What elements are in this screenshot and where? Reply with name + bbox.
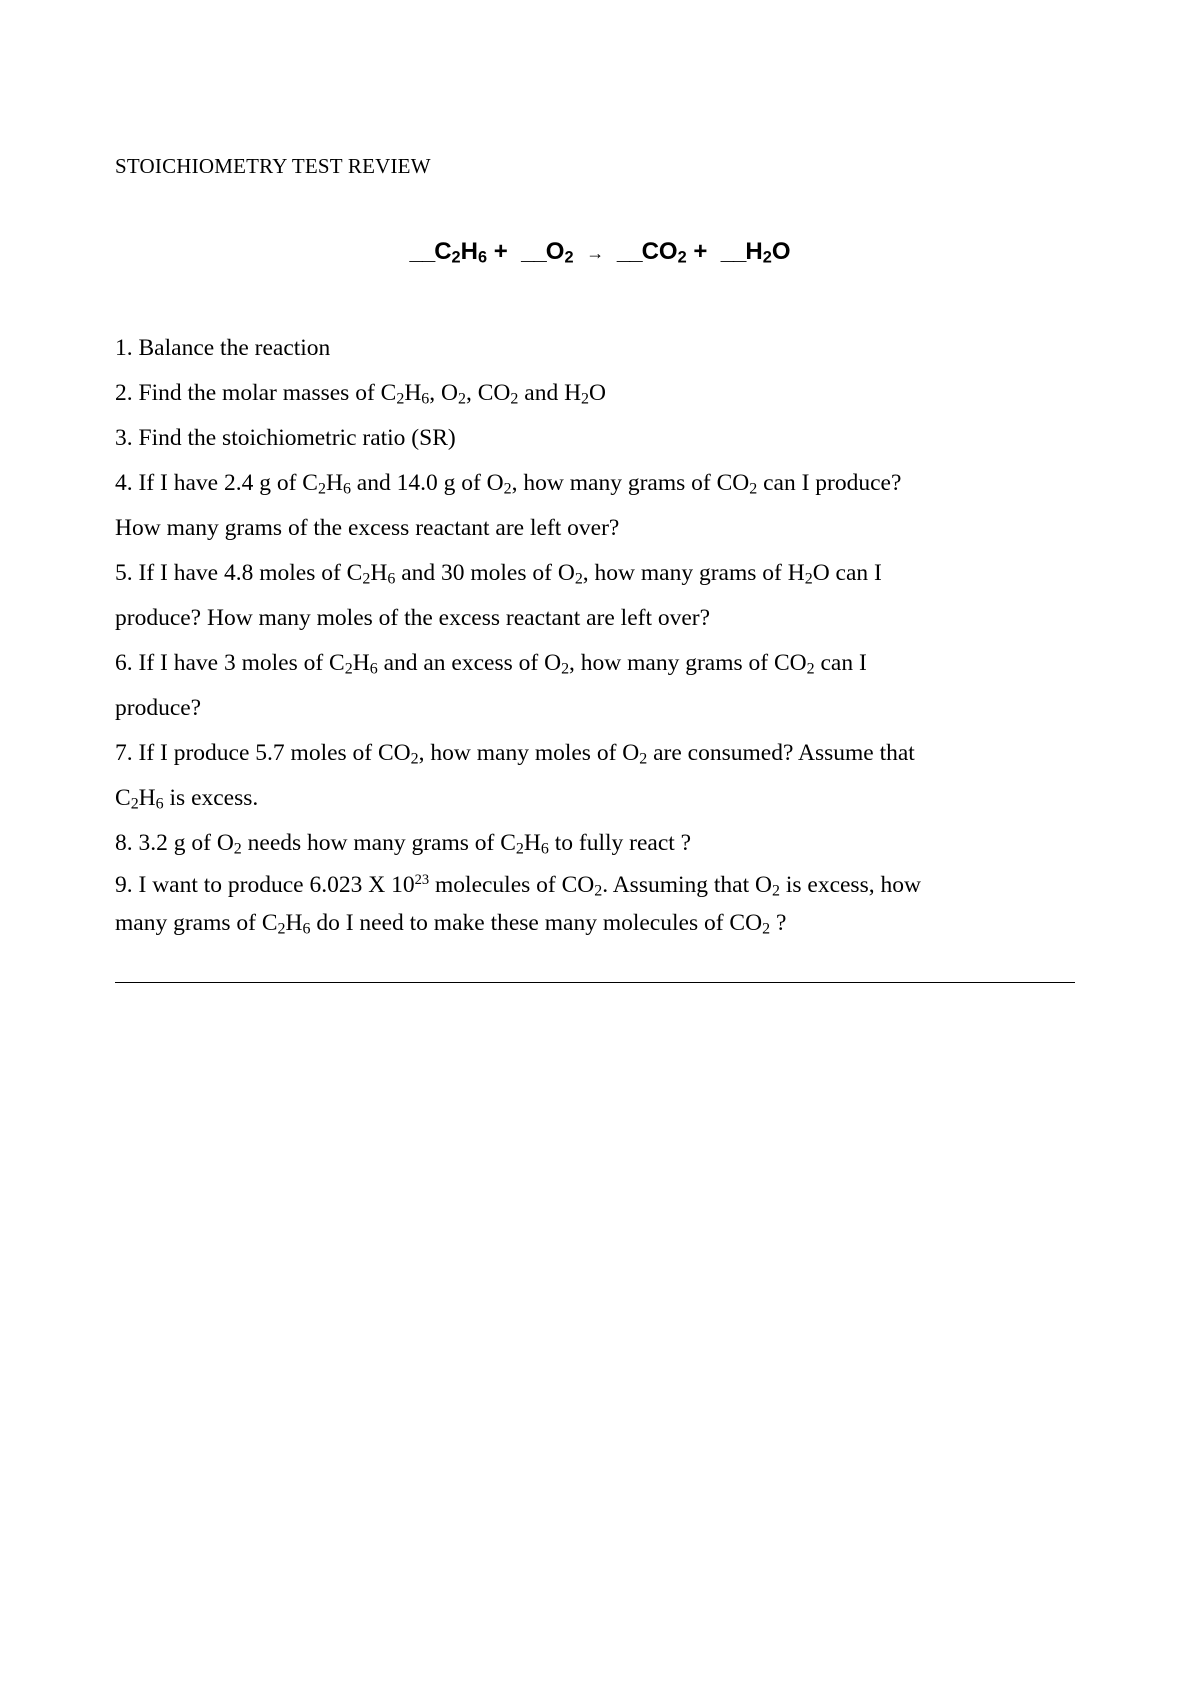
formula-part: O (545, 238, 565, 265)
subscript: 2 (515, 840, 524, 858)
question-4-continued (115, 506, 1105, 551)
question-text: , how many grams of H (582, 560, 805, 586)
coefficient-blank: __ (521, 238, 546, 265)
question-text: 4. If I have 2.4 g of C (115, 470, 318, 496)
formula-part: H (745, 238, 763, 265)
question-text: and an excess of O (377, 650, 562, 676)
formula-part: CO (641, 238, 678, 265)
question-text: C (115, 785, 131, 811)
question-text: 7. If I produce 5.7 moles of CO (115, 740, 411, 766)
formula-subscript: 2 (762, 248, 772, 267)
subscript: 6 (342, 480, 351, 498)
question-list (115, 326, 1105, 942)
coefficient-blank: __ (409, 238, 435, 265)
question-text: H (404, 380, 422, 406)
page-title: STOICHIOMETRY TEST REVIEW (115, 154, 431, 178)
question-text: H (138, 785, 156, 811)
formula-part: H (460, 238, 478, 265)
subscript: 2 (806, 660, 815, 678)
question-text: 6. If I have 3 moles of C (115, 650, 345, 676)
horizontal-rule (115, 982, 1075, 983)
subscript: 6 (421, 390, 430, 408)
question-text: How many grams of the excess reactant are left over? (115, 515, 620, 541)
question-9 (115, 866, 1105, 904)
formula-subscript: 2 (564, 248, 574, 267)
question-text: do I need to make these many molecules of CO (310, 910, 763, 936)
question-9-continued (115, 904, 1105, 942)
question-1 (115, 326, 1105, 371)
question-text: , how many grams of CO (569, 650, 807, 676)
subscript: 2 (804, 570, 813, 588)
question-text: H (523, 830, 541, 856)
subscript: 6 (540, 840, 549, 858)
plus-sign: + (493, 238, 508, 265)
subscript: 2 (503, 480, 512, 498)
subscript: 2 (581, 390, 590, 408)
question-5 (115, 551, 1105, 596)
subscript: 2 (762, 920, 771, 938)
subscript: 2 (396, 390, 405, 408)
question-text: ? (770, 910, 787, 936)
question-text: can I (814, 650, 867, 676)
subscript: 2 (362, 570, 371, 588)
subscript: 6 (387, 570, 396, 588)
subscript: 2 (749, 480, 758, 498)
question-text: , O (429, 380, 459, 406)
subscript: 2 (317, 480, 326, 498)
question-text: needs how many grams of C (241, 830, 516, 856)
subscript: 2 (344, 660, 353, 678)
question-text: 3. Find the stoichiometric ratio (SR) (115, 425, 456, 451)
subscript: 2 (639, 750, 648, 768)
chemical-equation (0, 238, 1200, 266)
formula-subscript: 2 (451, 248, 461, 267)
question-2 (115, 371, 1105, 416)
subscript: 2 (574, 570, 583, 588)
subscript: 2 (510, 390, 519, 408)
question-text: H (325, 470, 343, 496)
question-text: O can I (812, 560, 882, 586)
question-7 (115, 731, 1105, 776)
question-7-continued (115, 776, 1105, 821)
subscript: 6 (302, 920, 311, 938)
question-8 (115, 821, 1105, 866)
question-6-continued (115, 686, 1105, 731)
subscript: 2 (130, 795, 139, 813)
question-text: many grams of C (115, 910, 278, 936)
subscript: 2 (410, 750, 419, 768)
question-text: is excess, how (779, 872, 921, 898)
question-text: molecules of CO (429, 872, 595, 898)
question-text: O (589, 380, 607, 406)
coefficient-blank: __ (616, 238, 642, 265)
question-text: and H (518, 380, 582, 406)
coefficient-blank: __ (720, 238, 746, 265)
question-text: to fully react ? (548, 830, 692, 856)
question-text: 1. Balance the reaction (115, 335, 331, 361)
question-4 (115, 461, 1105, 506)
subscript: 2 (458, 390, 466, 408)
formula-part: C (434, 238, 452, 265)
question-text: , how many moles of O (418, 740, 640, 766)
question-3 (115, 416, 1105, 461)
question-text: H (352, 650, 370, 676)
question-text: 5. If I have 4.8 moles of C (115, 560, 363, 586)
plus-sign: + (693, 238, 708, 265)
subscript: 2 (771, 882, 780, 900)
question-text: 8. 3.2 g of O (115, 830, 234, 856)
question-text: 2. Find the molar masses of C (115, 380, 397, 406)
superscript: 23 (414, 872, 430, 888)
question-text: can I produce? (757, 470, 902, 496)
formula-part: O (771, 238, 791, 265)
reaction-arrow: → (586, 243, 605, 263)
question-5-continued (115, 596, 1105, 641)
formula-subscript: 2 (677, 248, 687, 267)
question-text: 9. I want to produce 6.023 X 10 (115, 872, 415, 898)
question-text: H (285, 910, 303, 936)
question-text: H (370, 560, 388, 586)
question-text: is excess. (163, 785, 259, 811)
question-text: , how many grams of CO (511, 470, 750, 496)
question-text: produce? How many moles of the excess reactant are left over? (115, 605, 711, 631)
question-text: and 30 moles of O (395, 560, 575, 586)
subscript: 6 (369, 660, 378, 678)
subscript: 6 (155, 795, 164, 813)
question-text: and 14.0 g of O (350, 470, 504, 496)
question-text: are consumed? Assume that (647, 740, 915, 766)
subscript: 2 (277, 920, 286, 938)
subscript: 2 (561, 660, 570, 678)
formula-subscript: 6 (477, 248, 488, 267)
question-text: , CO (466, 380, 511, 406)
question-text: produce? (115, 695, 202, 721)
question-6 (115, 641, 1105, 686)
subscript: 2 (233, 840, 242, 858)
subscript: 2 (594, 882, 603, 900)
question-text: . Assuming that O (602, 872, 772, 898)
